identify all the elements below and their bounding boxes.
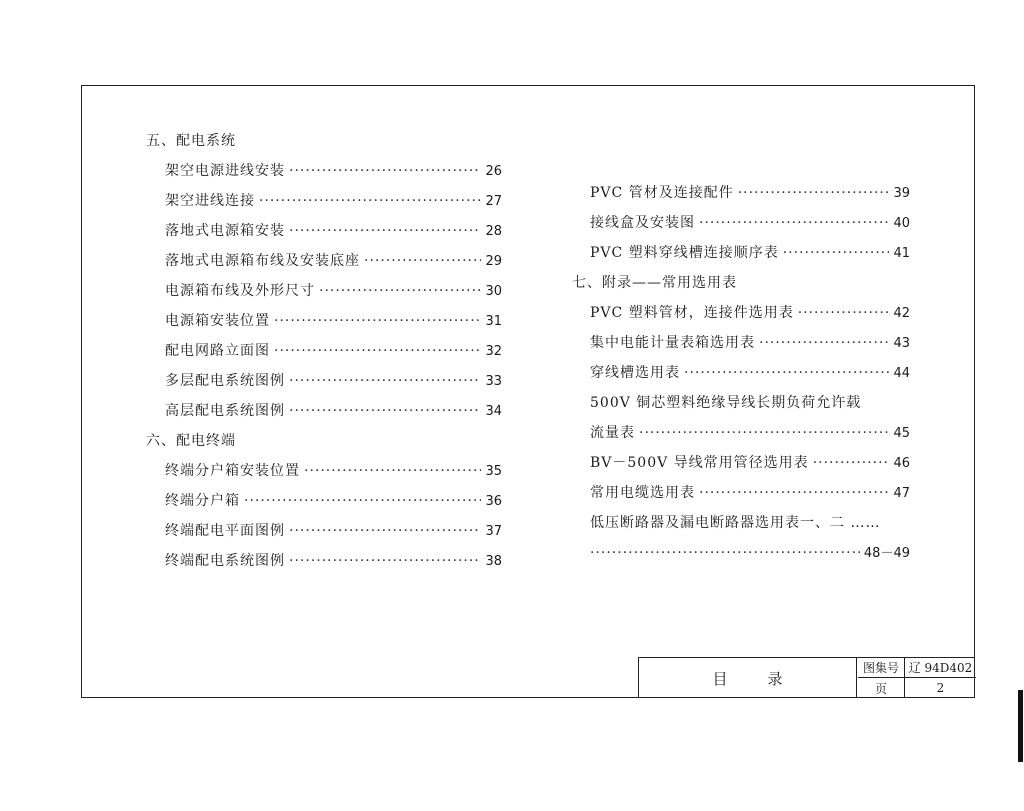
- toc-entry[interactable]: [165, 370, 502, 390]
- leader-dots: [798, 305, 890, 321]
- toc-entry[interactable]: [590, 302, 910, 322]
- toc-entry-page: 27: [485, 194, 502, 209]
- toc-entry-page: 28: [485, 224, 502, 239]
- leader-dots: [259, 193, 481, 209]
- toc-entry[interactable]: [590, 542, 910, 561]
- toc-entry-page: 44: [893, 366, 910, 381]
- toc-entry-label: PVC 塑料穿线槽连接顺序表: [590, 245, 779, 261]
- toc-entry-label: PVC 管材及连接配件: [590, 185, 734, 201]
- toc-entry-label: 多层配电系统图例: [165, 373, 285, 389]
- toc-entry-page: 36: [485, 494, 502, 509]
- toc-entry-label: 高层配电系统图例: [165, 403, 285, 419]
- leader-dots: [699, 215, 889, 231]
- leader-dots: [289, 223, 481, 239]
- scan-edge-mark: [1018, 690, 1023, 762]
- leader-dots: [738, 185, 890, 201]
- toc-entry[interactable]: [165, 160, 502, 180]
- toc-entry[interactable]: [165, 340, 502, 360]
- toc-entry-page: 45: [893, 426, 910, 441]
- toc-entry[interactable]: [165, 220, 502, 240]
- toc-entry-page: 39: [893, 186, 910, 201]
- leader-dots: [684, 365, 889, 381]
- toc-entry-multiline-first[interactable]: 低压断路器及漏电断路器选用表一、二 ……: [590, 515, 881, 531]
- leader-dots: [289, 163, 481, 179]
- leader-dots: [639, 425, 889, 441]
- atlas-number-label: 图集号: [858, 658, 905, 678]
- toc-entry-page: 37: [485, 524, 502, 539]
- toc-entry-page: 48－49: [863, 546, 910, 561]
- toc-entry-label: 落地式电源箱安装: [165, 223, 285, 239]
- toc-entry[interactable]: [165, 190, 502, 210]
- section-heading-7: 七、附录——常用选用表: [572, 275, 737, 291]
- toc-entry[interactable]: [165, 400, 502, 420]
- toc-entry[interactable]: [165, 280, 502, 300]
- leader-dots: [289, 553, 481, 569]
- toc-entry-page: 26: [485, 164, 502, 179]
- title-block-title: 目录: [639, 658, 857, 698]
- page-label: 页: [858, 678, 905, 698]
- toc-entry-label: 终端配电平面图例: [165, 523, 285, 539]
- toc-entry-label: 接线盒及安装图: [590, 215, 695, 231]
- toc-entry-page: 30: [485, 284, 502, 299]
- toc-entry-label: 集中电能计量表箱选用表: [590, 335, 755, 351]
- toc-entry[interactable]: [165, 460, 502, 480]
- toc-entry-page: 46: [893, 456, 910, 471]
- leader-dots: [699, 485, 889, 501]
- toc-entry[interactable]: [590, 332, 910, 352]
- toc-entry-page: 29: [485, 254, 502, 269]
- page-number-value: 2: [936, 681, 945, 695]
- toc-entry-label: BV－500V 导线常用管径选用表: [590, 455, 809, 471]
- toc-entry[interactable]: [590, 182, 910, 202]
- leader-dots: [289, 373, 481, 389]
- leader-dots: [274, 343, 481, 359]
- toc-entry-label: 终端分户箱: [165, 493, 240, 509]
- toc-entry-multiline-first[interactable]: 500V 铜芯塑料绝缘导线长期负荷允许载: [590, 395, 862, 411]
- leader-dots: [274, 313, 481, 329]
- toc-entry[interactable]: [590, 362, 910, 382]
- toc-entry-label: 配电网路立面图: [165, 343, 270, 359]
- toc-entry-page: 34: [485, 404, 502, 419]
- leader-dots: [289, 403, 481, 419]
- toc-entry-label: 电源箱布线及外形尺寸: [165, 283, 315, 299]
- section-heading-6: 六、配电终端: [146, 433, 236, 449]
- toc-entry-label: 架空进线连接: [165, 193, 255, 209]
- toc-entry[interactable]: [165, 490, 502, 510]
- section-heading-5: 五、配电系统: [146, 133, 236, 149]
- toc-entry-label: 终端配电系统图例: [165, 553, 285, 569]
- toc-entry-page: 31: [485, 314, 502, 329]
- toc-entry[interactable]: [590, 452, 910, 472]
- toc-entry-page: 38: [485, 554, 502, 569]
- toc-entry-label: 常用电缆选用表: [590, 485, 695, 501]
- toc-entry-page: 33: [485, 374, 502, 389]
- leader-dots: [304, 463, 481, 479]
- toc-entry[interactable]: [165, 310, 502, 330]
- toc-entry[interactable]: [165, 520, 502, 540]
- toc-entry[interactable]: [590, 242, 910, 262]
- toc-entry-page: 42: [893, 306, 910, 321]
- toc-entry-label: 穿线槽选用表: [590, 365, 680, 381]
- leader-dots: [759, 335, 889, 351]
- toc-entry-page: 32: [485, 344, 502, 359]
- toc-entry-page: 43: [893, 336, 910, 351]
- toc-entry-label: 流量表: [590, 425, 635, 441]
- leader-dots: [783, 245, 890, 261]
- toc-entry[interactable]: [590, 422, 910, 442]
- toc-entry[interactable]: [165, 250, 502, 270]
- leader-dots: [364, 253, 481, 269]
- toc-entry-page: 47: [893, 486, 910, 501]
- leader-dots: [319, 283, 481, 299]
- leader-dots: [813, 455, 890, 471]
- toc-entry-label: 落地式电源箱布线及安装底座: [165, 253, 360, 269]
- leader-dots: [289, 523, 481, 539]
- toc-entry-label: 架空电源进线安装: [165, 163, 285, 179]
- toc-entry-label: 终端分户箱安装位置: [165, 463, 300, 479]
- toc-entry-page: 35: [485, 464, 502, 479]
- toc-entry[interactable]: [165, 550, 502, 570]
- toc-entry-label: PVC 塑料管材，连接件选用表: [590, 305, 794, 321]
- toc-entry[interactable]: [590, 212, 910, 232]
- toc-entry[interactable]: [590, 482, 910, 502]
- toc-entry-page: 41: [893, 246, 910, 261]
- toc-entry-label: 电源箱安装位置: [165, 313, 270, 329]
- leader-dots: [590, 545, 860, 561]
- leader-dots: [244, 493, 481, 509]
- atlas-number-value: 辽 94D402: [905, 658, 976, 678]
- title-block: [638, 657, 975, 698]
- toc-entry-page: 40: [893, 216, 910, 231]
